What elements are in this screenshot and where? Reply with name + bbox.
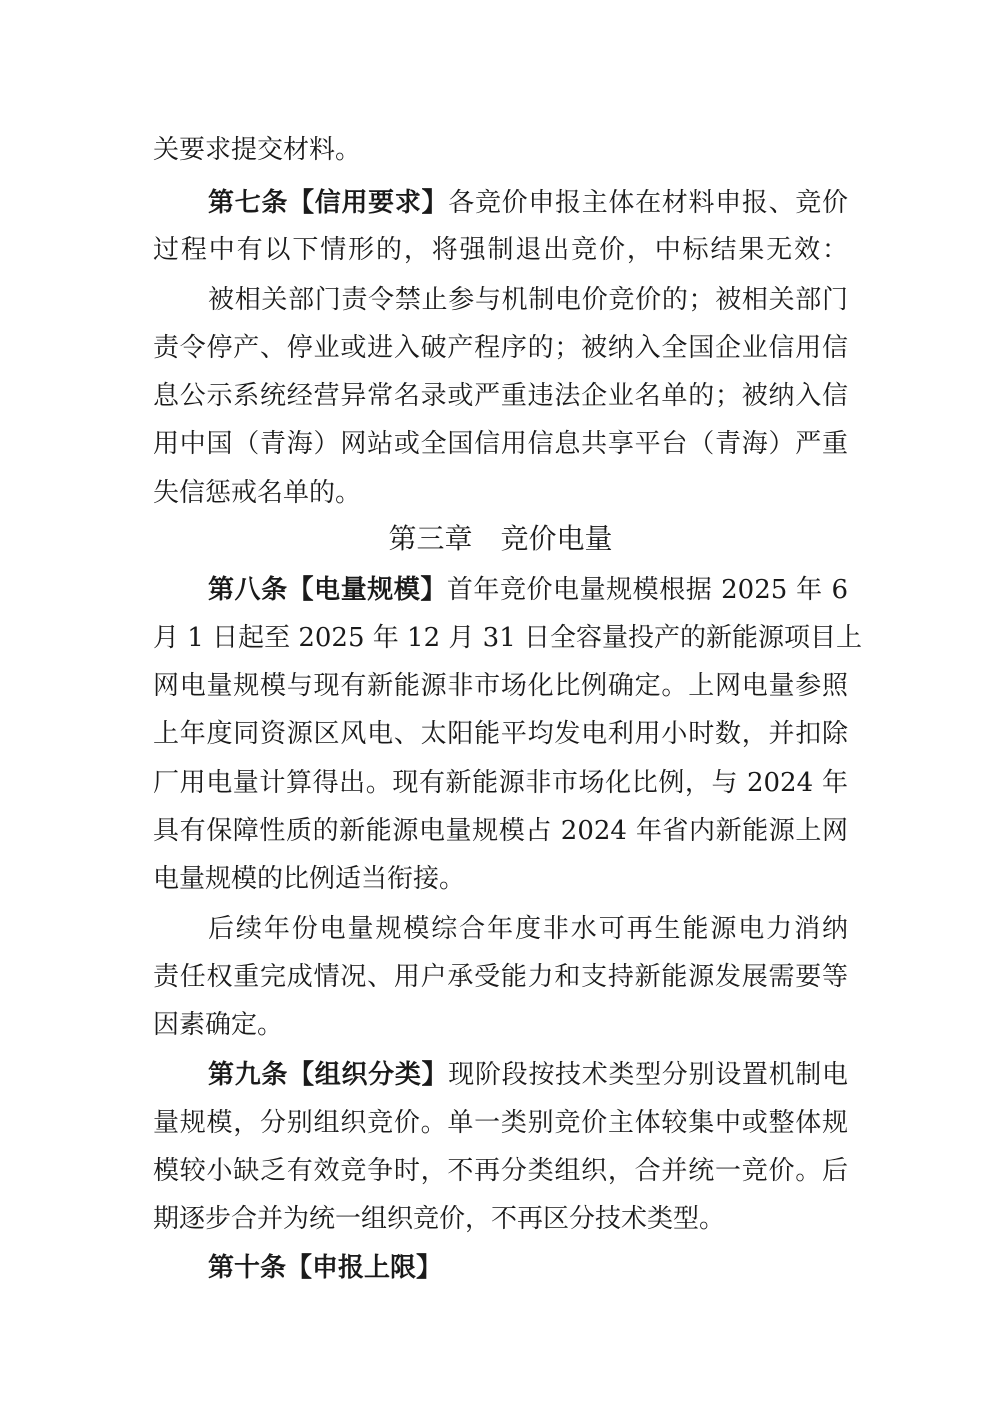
article-7-detail-line-1: 被相关部门责令禁止参与机制电价竞价的；被相关部门 — [208, 285, 848, 315]
article-8-text: 首年竞价电量规模根据 2025 年 6 — [446, 575, 848, 605]
chapter-3-heading: 第三章 竞价电量 — [388, 522, 613, 555]
article-8-line-7: 电量规模的比例适当衔接。 — [153, 864, 466, 894]
article-7-line-2: 过程中有以下情形的，将强制退出竞价，中标结果无效： — [153, 235, 848, 265]
article-7-text: 各竞价申报主体在材料申报、竞价 — [448, 188, 848, 218]
article-7-detail-line-5: 失信惩戒名单的。 — [153, 478, 362, 508]
article-8-followup-line-1: 后续年份电量规模综合年度非水可再生能源电力消纳 — [208, 914, 848, 944]
article-7-detail-line-4: 用中国（青海）网站或全国信用信息共享平台（青海）严重 — [153, 429, 848, 459]
article-9-line-1 — [153, 1057, 848, 1093]
article-7-line-1 — [153, 185, 848, 221]
article-7-detail-line-3: 息公示系统经营异常名录或严重违法企业名单的；被纳入信 — [153, 381, 848, 411]
article-8-label: 第八条【电量规模】 — [208, 575, 447, 605]
article-10-line-1 — [153, 1250, 848, 1286]
article-8-line-6: 具有保障性质的新能源电量规模占 2024 年省内新能源上网 — [153, 816, 848, 846]
article-9-text: 现阶段按技术类型分别设置机制电 — [448, 1060, 848, 1090]
article-8-line-4: 上年度同资源区风电、太阳能平均发电利用小时数，并扣除 — [153, 719, 848, 749]
article-9-line-4: 期逐步合并为统一组织竞价，不再区分技术类型。 — [153, 1204, 726, 1234]
article-9-line-3: 模较小缺乏有效竞争时，不再分类组织，合并统一竞价。后 — [153, 1156, 848, 1186]
article-10-label: 第十条【申报上限】 — [208, 1253, 443, 1283]
article-8-line-3: 网电量规模与现有新能源非市场化比例确定。上网电量参照 — [153, 671, 848, 701]
paragraph-continuation-line: 关要求提交材料。 — [153, 135, 362, 165]
article-8-followup-line-2: 责任权重完成情况、用户承受能力和支持新能源发展需要等 — [153, 962, 848, 992]
article-9-label: 第九条【组织分类】 — [208, 1060, 449, 1090]
article-8-line-2: 月 1 日起至 2025 年 12 月 31 日全容量投产的新能源项目上 — [153, 623, 862, 653]
article-8-line-1 — [153, 572, 848, 608]
article-7-label: 第七条【信用要求】 — [208, 188, 449, 218]
article-9-line-2: 量规模，分别组织竞价。单一类别竞价主体较集中或整体规 — [153, 1108, 848, 1138]
article-8-line-5: 厂用电量计算得出。现有新能源非市场化比例，与 2024 年 — [153, 768, 848, 798]
article-8-followup-line-3: 因素确定。 — [153, 1010, 284, 1040]
article-7-detail-line-2: 责令停产、停业或进入破产程序的；被纳入全国企业信用信 — [153, 333, 848, 363]
